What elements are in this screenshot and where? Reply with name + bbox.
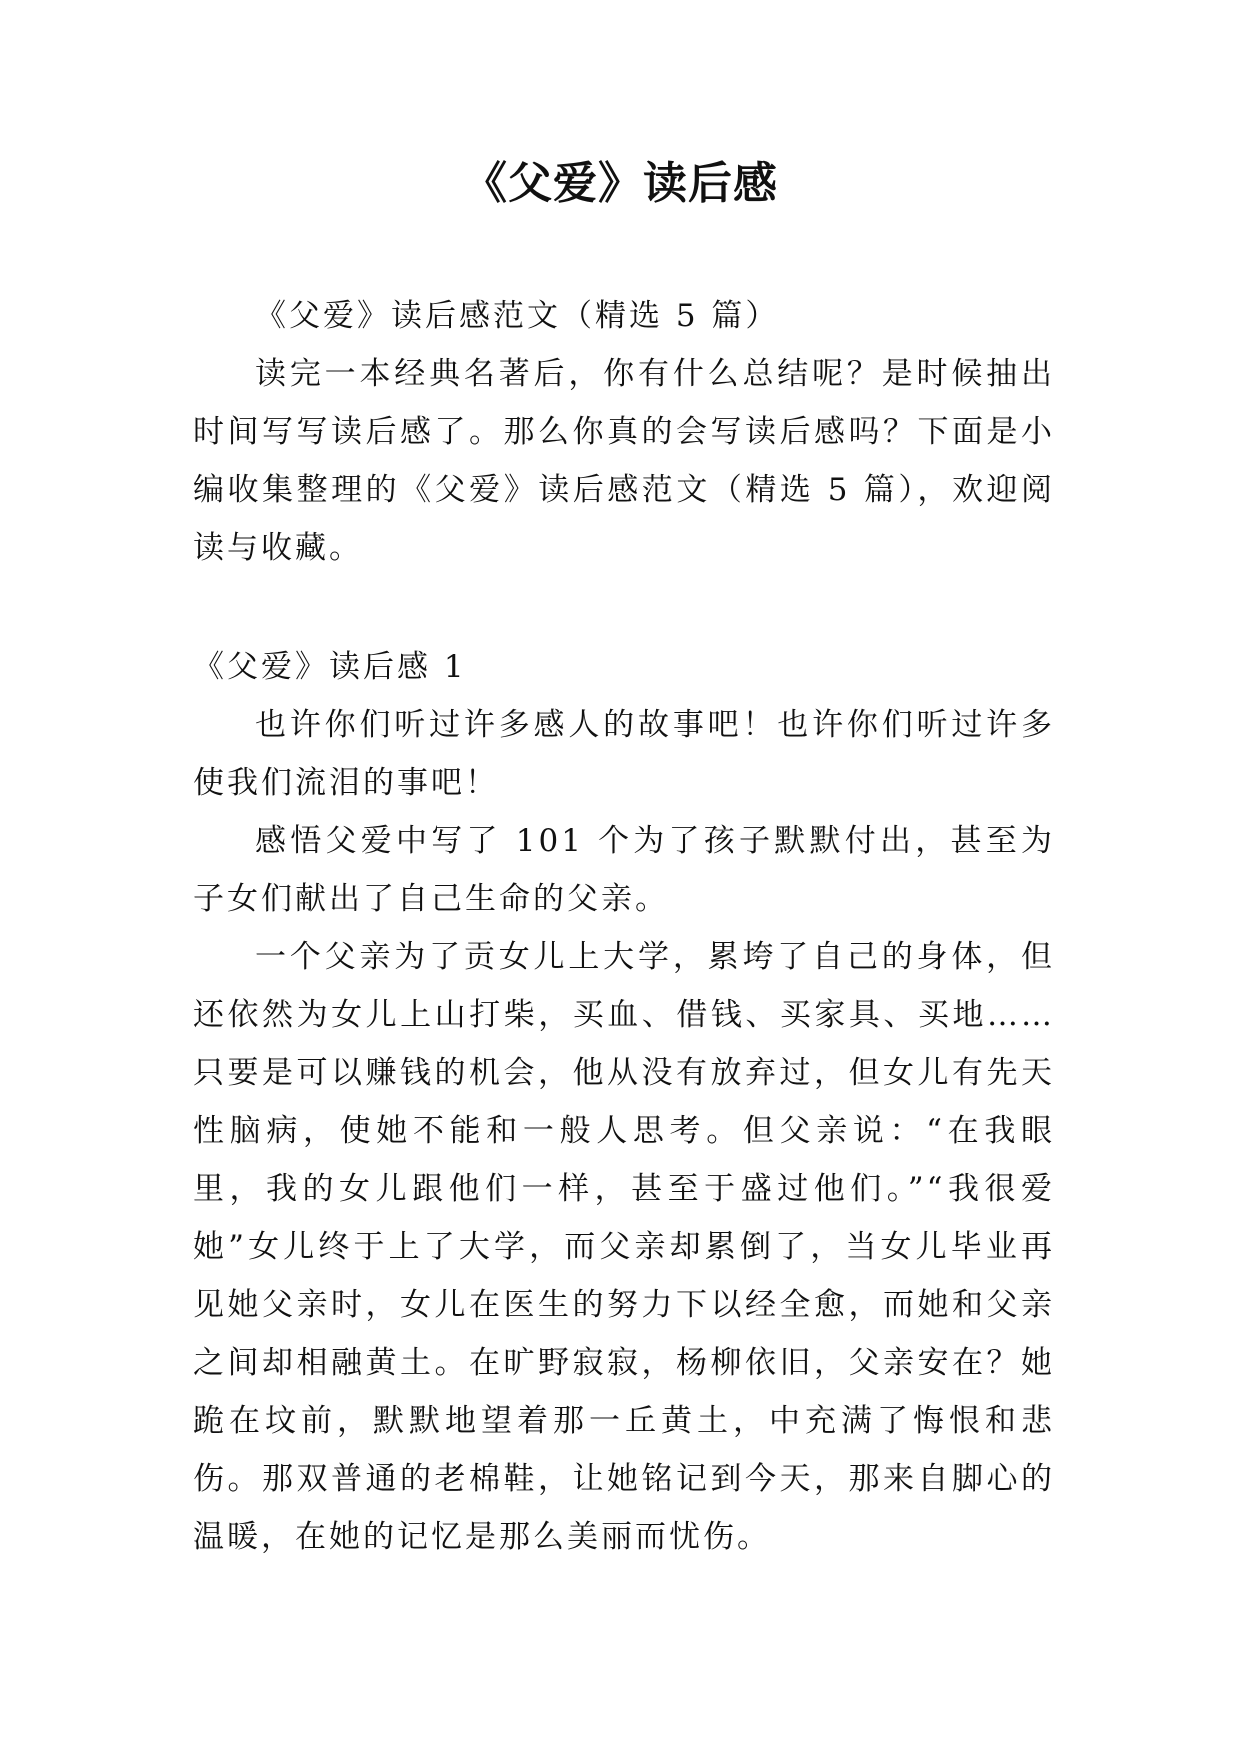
essay-1-heading: 《父爱》读后感 1 — [193, 649, 467, 685]
essay-1-paragraph: 一个父亲为了贡女儿上大学，累垮了自己的身体，但还依然为女儿上山打柴，买血、借钱、买家具、买地……只要是可以赚钱的机会，他从没有放弃过，但女儿有先天性脑病，使她不能和一般人思考。但父亲说：“在我眼里，我的女儿跟他们一样，甚至于盛过他们。”“我很爱她”女儿终于上了大学，而父亲却累倒了，当女儿毕业再见她父亲时，女儿在医生的努力下以经全愈，而她和父亲之间却相融黄土。在旷野寂寂，杨柳依旧，父亲安在？她跪在坟前，默默地望着那一丘黄土，中充满了悔恨和悲伤。那双普通的老棉鞋，让她铭记到今天，那来自脚心的温暖，在她的记忆是那么美丽而忧伤。 — [193, 939, 1055, 1555]
intro-section — [193, 287, 1055, 577]
document-title: 《父爱》读后感 — [463, 158, 778, 209]
essay-section-1 — [193, 638, 1055, 1566]
essay-1-paragraph: 感悟父爱中写了 101 个为了孩子默默付出，甚至为子女们献出了自己生命的父亲。 — [193, 823, 1055, 917]
intro-paragraph: 读完一本经典名著后，你有什么总结呢？是时候抽出时间写写读后感了。那么你真的会写读后感吗？下面是小编收集整理的《父爱》读后感范文（精选 5 篇），欢迎阅读与收藏。 — [193, 356, 1055, 566]
intro-subtitle: 《父爱》读后感范文（精选 5 篇） — [255, 298, 780, 334]
essay-1-paragraph: 也许你们听过许多感人的故事吧！也许你们听过许多使我们流泪的事吧！ — [193, 707, 1055, 801]
